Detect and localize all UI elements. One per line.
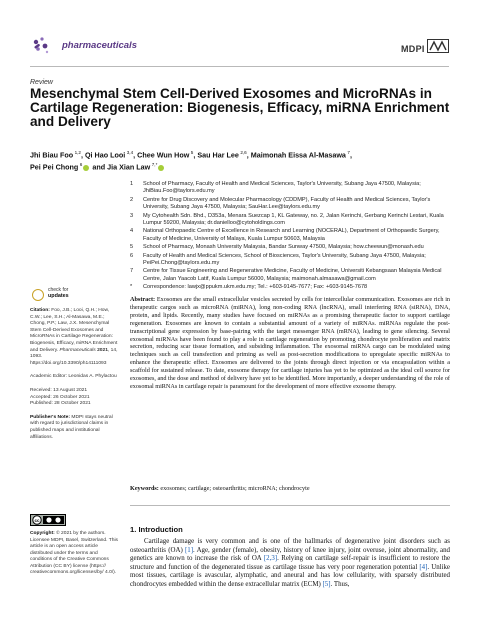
abstract-text: Exosomes are the small extracellular vesicles secreted by cells for intercellular communication. Exosomes are rich in therapeutic cargos such as microRNA (miRNA), long non-coding RNA (lncRNA), small interfering RNA (siRNA), DNA, protein, and lipids. Recently, many studies have focused on miRNAs as a promising therapeutic factor to support cartilage regeneration. Exosomes are known to contain a substantial amount of a variety of miRNAs. miRNAs regulate the post-transcriptional gene expression by base-pairing with the target messenger RNA (mRNA), leading to gene silencing. Several exosomal miRNAs have been found to play a role in cartilage regeneration by promoting chondrocyte proliferation and matrix secretion, reducing scar tissue formation, and subsiding inflammation. The exosomal miRNA cargo can be modulated using techniques such as cell transfection and priming as well as post-secretion modifications to upregulate specific miRNAs to enhance the therapeutic effect. Exosomes are delivered to the joints through direct injection or via encapsulation within a scaffold for sustained release. To date, exosome therapy for cartilage injuries has yet to be optimized as the ideal cell source for exosomes, and the dose and method of delivery have yet to be identified. More importantly, a deeper understanding of the role of exosomal miRNAs in cartilage repair is paramount for the development of more effective exosome therapy. — [130, 296, 451, 390]
intro-text: . Thus, — [330, 580, 350, 588]
affiliation — [130, 253, 450, 268]
intro-text: . Age, gender (female), obesity, history of knee injury, joint overuse, joint abnormality, and genetics are known to increase the risk of OA — [130, 546, 450, 563]
accepted-date: Accepted: 26 October 2021 — [30, 394, 90, 400]
affiliation — [130, 228, 450, 243]
check-for-updates-icon — [32, 289, 44, 301]
intro-text: . Relying on cartilage self-repair is insufficient to restore the structure and function of the degenerated tissue as cartilage tissue has very poor regeneration potential — [130, 555, 451, 571]
article-type: Review — [30, 79, 53, 86]
header-divider — [30, 66, 449, 67]
authors-conjunction: and — [92, 162, 106, 172]
reference-link[interactable]: [2,3] — [263, 555, 278, 563]
author-affil: 6 — [79, 162, 83, 168]
author[interactable]: Qi Hao Looi — [84, 150, 126, 160]
reference-link[interactable]: [5] — [322, 580, 331, 588]
copyright-text: © 2021 by the authors. Licensee MDPI, Basel, Switzerland. This article is an open access article distributed under the terms and conditions of the Creative Commons Attribution (CC BY) license (https:// creativecommons.org/licenses/by/ 4.0/). — [30, 531, 118, 575]
author-affil: 3,4 — [126, 150, 134, 155]
intro-text: Cartilage damage is very common and is one of the hallmarks of degenerative joint disorders such as osteoarthritis (OA) — [130, 538, 450, 554]
affiliation — [130, 197, 450, 212]
mdpi-logo-icon — [427, 39, 449, 53]
author[interactable]: Jhi Biau Foo — [30, 150, 74, 160]
citation-label: Citation: — [30, 308, 50, 313]
copyright-block — [30, 531, 118, 577]
journal-name: pharmaceuticals — [62, 40, 137, 51]
article-info-sidebar — [30, 308, 118, 448]
affiliation-number: 4 — [130, 228, 134, 235]
affiliation-text: School of Pharmacy, Faculty of Health and Medical Sciences, Taylor's University, Subang Jaya 47500, Malaysia; JhiBiau.Foo@taylors.edu.my — [143, 181, 421, 195]
cc-label: cc — [34, 517, 40, 523]
creative-commons-badge-icon[interactable] — [30, 514, 66, 526]
keywords — [130, 485, 450, 493]
article-title: Mesenchymal Stem Cell-Derived Exosomes and MicroRNAs in Cartilage Regeneration: Biogenesis, Efficacy, miRNA Enrichment and Delivery — [30, 86, 450, 129]
affiliation — [130, 181, 450, 196]
citation-year: 2021 — [97, 347, 108, 353]
author-affil: 7,* — [151, 162, 158, 168]
affiliation-text: My Cytohealth Sdn. Bhd., D353a, Menara Suezcap 1, KL Gateway, no. 2, Jalan Kerinchi, Gerbang Kerinchi Lestari, Kuala Lumpur 59200, Malaysia; dr.danielloo@cytoholdings.com — [143, 212, 444, 227]
affiliation-text: School of Pharmacy, Monash University Malaysia, Bandar Sunway 47500, Malaysia; how.cheewun@monash.edu — [143, 244, 424, 251]
keywords-label: Keywords: — [130, 485, 159, 492]
keywords-divider — [130, 505, 450, 506]
editor-label: Academic Editor: — [30, 374, 67, 380]
publisher-note-text: MDPI stays neutral with regard to jurisdictional claims in published maps and institutional affiliations. — [30, 414, 113, 440]
copyright-label: Copyright: — [30, 531, 55, 536]
affiliation — [130, 213, 450, 228]
affiliation-text: Faculty of Health and Medical Sciences, School of Biosciences, Taylor's University, Subang Jaya 47500, Malaysia; PeiPei.Chong@taylors.edu.my — [143, 252, 426, 267]
abstract-label: Abstract: — [130, 296, 156, 303]
author-affil: 5 — [190, 150, 194, 155]
dates-block — [30, 388, 118, 408]
author[interactable]: Maimonah Eissa Al-Masawa — [250, 150, 346, 160]
author[interactable]: Jia Xian Law — [107, 162, 151, 172]
editor-block — [30, 374, 118, 381]
orcid-icon[interactable] — [158, 165, 164, 171]
affiliation-number: 5 — [130, 244, 134, 251]
correspondence-text: Correspondence: lawjx@ppukm.ukm.edu.my; Tel.: +603-9145-7677; Fax: +603-9145-7678 — [143, 284, 368, 291]
publisher-note-label: Publisher's Note: — [30, 414, 71, 420]
intro-text: . Unlike most tissues, cartilage is avascular, alymphatic, and aneural and has low cellularity, with sparsely distributed chondrocytes embedded within the dense extracellular matrix (ECM) — [130, 563, 450, 588]
affiliation-number: 3 — [130, 212, 134, 219]
affiliation — [130, 244, 450, 251]
pharmaceuticals-logo-icon — [30, 34, 52, 56]
reference-link[interactable]: [1] — [184, 546, 194, 554]
affiliation-list — [130, 181, 450, 293]
citation-volume: , 14, 1093. — [30, 347, 118, 360]
affiliation — [130, 268, 450, 283]
correspondence — [130, 284, 450, 291]
editor-name: Leonidas A. Phylactou — [68, 374, 117, 380]
citation-journal: Pharmaceuticals — [59, 347, 96, 353]
affiliation-number: 2 — [130, 196, 134, 203]
abstract — [130, 296, 450, 391]
received-date: Received: 13 August 2021 — [30, 387, 88, 393]
affiliation-text: Centre for Drug Discovery and Molecular Pharmacology (CDDMP), Faculty of Health and Medical Sciences, Taylor's University, Subang Jaya 47500, Malaysia; SauHar.Lee@taylors.edu.my — [143, 196, 431, 211]
check-line1: check for — [48, 287, 69, 293]
author[interactable]: Pei Pei Chong — [30, 162, 79, 172]
author-affil: 7 — [347, 150, 350, 155]
author[interactable]: Chee Wun How — [137, 150, 190, 160]
affiliation-number: 7 — [130, 268, 134, 275]
keywords-text: exosomes; cartilage; osteoarthritis; microRNA; chondrocyte — [160, 485, 310, 492]
affiliation-number: * — [130, 284, 133, 291]
citation-text: Foo, J.B.; Looi, Q.H.; How, C.W.; Lee, S.H.; Al-Masawa, M.E.; Chong, P.P.; Law, J.X. Mesenchymal Stem Cell-Derived Exosomes and MicroRNAs in Cartilage Regeneration: Biogenesis, Efficacy, miRNA Enrichment and Delivery. — [30, 308, 118, 353]
intro-paragraph — [130, 538, 450, 590]
publisher-name: MDPI — [401, 44, 425, 54]
author-list: Jhi Biau Foo $^{1,2}$, Qi Hao Looi $^{3,4}$, Chee Wun How $^5$, Sau Har Lee $^{2,6}$, Maimonah Eissa Al-Masawa $^7$, Pei Pei Chong $^6$ and Jia Xian Law $^{7,*}$ — [30, 150, 352, 172]
author-affil: 1,2 — [74, 150, 81, 155]
affiliation-text: Centre for Tissue Engineering and Regenerative Medicine, Faculty of Medicine, Universiti Kebangsaan Malaysia Medical Centre, Jalan Yaacob Latif, Kuala Lumpur 56000, Malaysia; maimonah.almasawa@gmail.com — [143, 268, 442, 282]
check-for-updates-label — [48, 288, 69, 299]
citation-doi-link[interactable]: https://doi.org/10.3390/ph14111093 — [30, 360, 107, 366]
reference-link[interactable]: [4] — [419, 563, 428, 571]
section-heading: 1. Introduction — [130, 525, 183, 534]
affiliation-text: National Orthopaedic Centre of Excellence in Research and Learning (NOCERAL), Department of Orthopaedic Surgery, Faculty of Medicine, University of Malaya, Kuala Lumpur 50603, Malaysia — [143, 228, 440, 242]
check-for-updates-button[interactable] — [32, 287, 82, 305]
affiliation-number: 1 — [130, 181, 134, 187]
check-line2: updates — [48, 292, 69, 299]
citation-block — [30, 308, 118, 367]
published-date: Published: 28 October 2021 — [30, 401, 91, 407]
publisher-note — [30, 415, 118, 441]
affiliation-number: 6 — [130, 252, 134, 259]
orcid-icon[interactable] — [83, 165, 89, 171]
author[interactable]: Sau Har Lee — [197, 150, 239, 160]
author-affil: 2,6 — [240, 150, 247, 155]
